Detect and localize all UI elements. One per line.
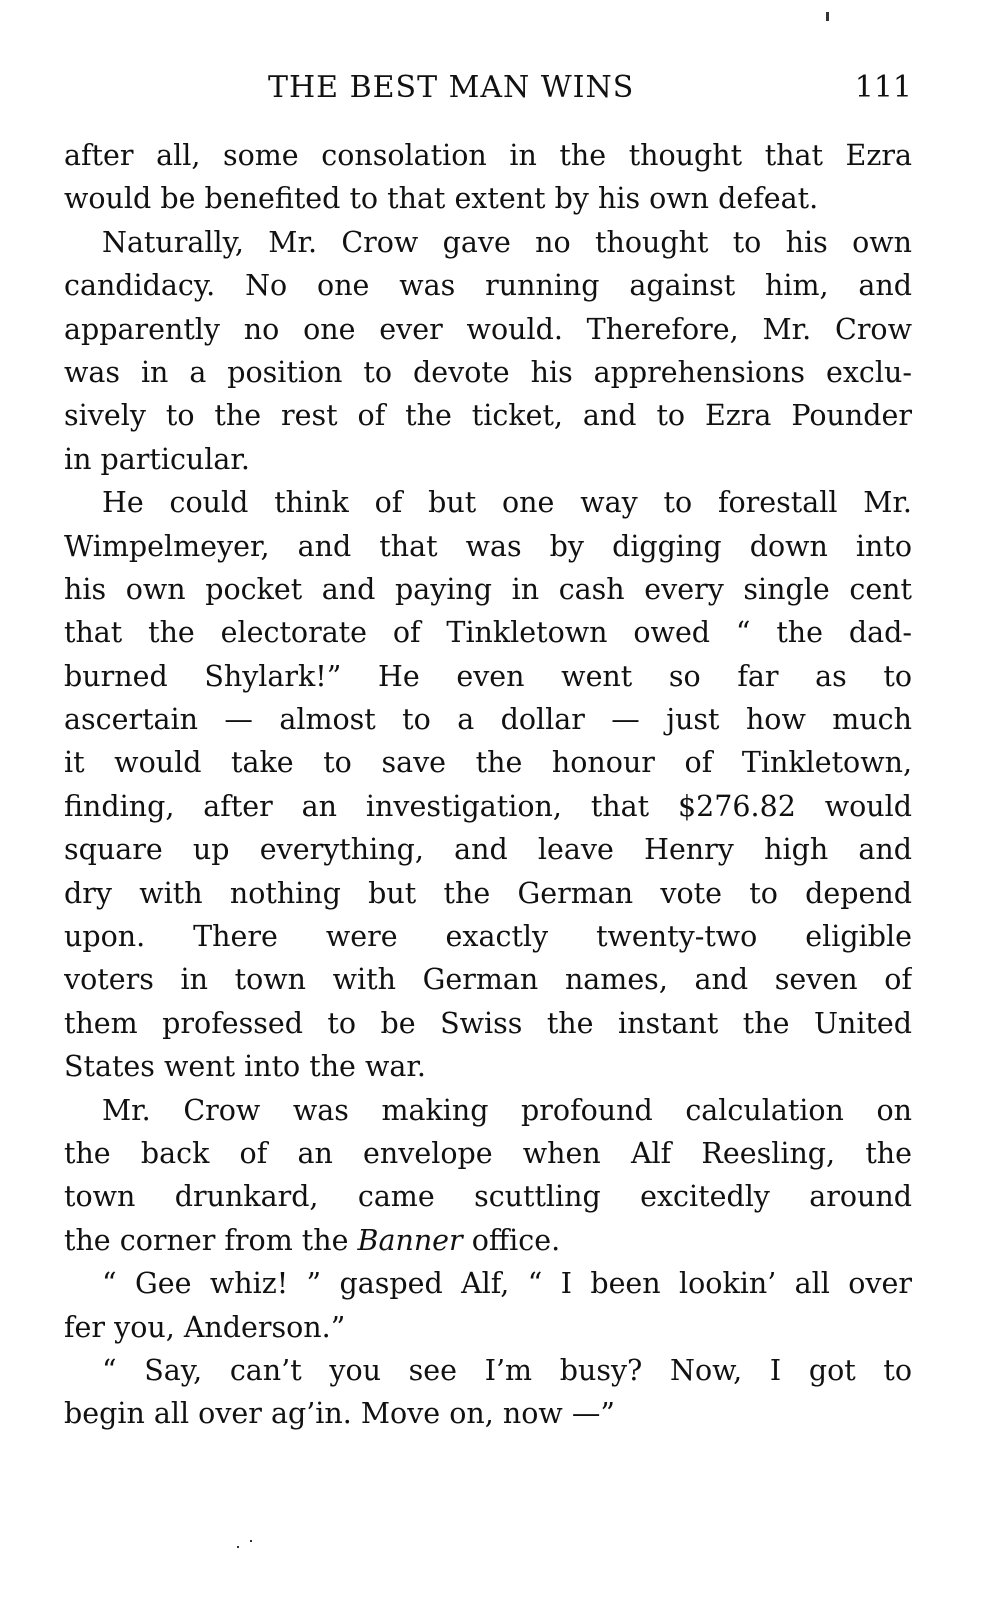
text-line: burned Shylark!” He even went so far as to [64,659,912,693]
text-line: Naturally, Mr. Crow gave no thought to his own [102,225,912,259]
text-line: them professed to be Swiss the instant the United [64,1006,912,1040]
text-line: square up everything, and leave Henry high and [64,833,912,867]
text-line: town drunkard, came scuttling excitedly around [64,1180,912,1214]
text-line: He could think of but one way to forestall Mr. [102,486,912,520]
scan-speck [237,1546,239,1548]
text-line: States went into the war. [64,1050,426,1084]
page-number: 111 [854,70,912,105]
text-line: was in a position to devote his apprehensions exclu- [64,355,912,389]
scan-speck [250,1540,252,1542]
text-line: candidacy. No one was running against him, and [64,269,912,303]
newspaper-name: Banner [357,1223,463,1257]
text-line: his own pocket and paying in cash every single cent [64,572,912,606]
text-line: “ Say, can’t you see I’m busy? Now, I got to [102,1353,912,1387]
text-line: Wimpelmeyer, and that was by digging down into [64,529,912,563]
body-text [64,134,912,1436]
scan-speck [826,12,829,21]
page-header [64,66,912,110]
text-line: it would take to save the honour of Tinkletown, [64,746,912,780]
text-line: sively to the rest of the ticket, and to Ezra Pounder [64,399,912,433]
text-line: fer you, Anderson.” [64,1310,346,1344]
text-line: in particular. [64,442,250,476]
text-line: finding, after an investigation, that $276.82 would [64,789,912,823]
text-line: after all, some consolation in the thought that Ezra [64,139,912,172]
text-line: “ Gee whiz! ” gasped Alf, “ I been lookin’ all over [102,1267,912,1301]
text-line: that the electorate of Tinkletown owed “ the dad- [64,616,912,650]
text-fragment: the corner from the [64,1223,358,1257]
text-line: Mr. Crow was making profound calculation on [102,1093,912,1127]
running-title: THE BEST MAN WINS [268,70,635,105]
text-line: begin all over ag’in. Move on, now —” [64,1397,615,1431]
text-fragment: office. [462,1223,561,1257]
text-line: apparently no one ever would. Therefore, Mr. Crow [64,312,912,346]
text-line: dry with nothing but the German vote to depend [64,876,912,910]
text-line: voters in town with German names, and seven of [64,963,912,997]
text-line: the back of an envelope when Alf Reesling, the [64,1136,912,1170]
text-line [64,1219,912,1262]
text-line: upon. There were exactly twenty-two eligible [64,920,912,954]
text-line: ascertain — almost to a dollar — just how much [64,703,912,737]
text-line: would be benefited to that extent by his own defeat. [64,182,819,216]
